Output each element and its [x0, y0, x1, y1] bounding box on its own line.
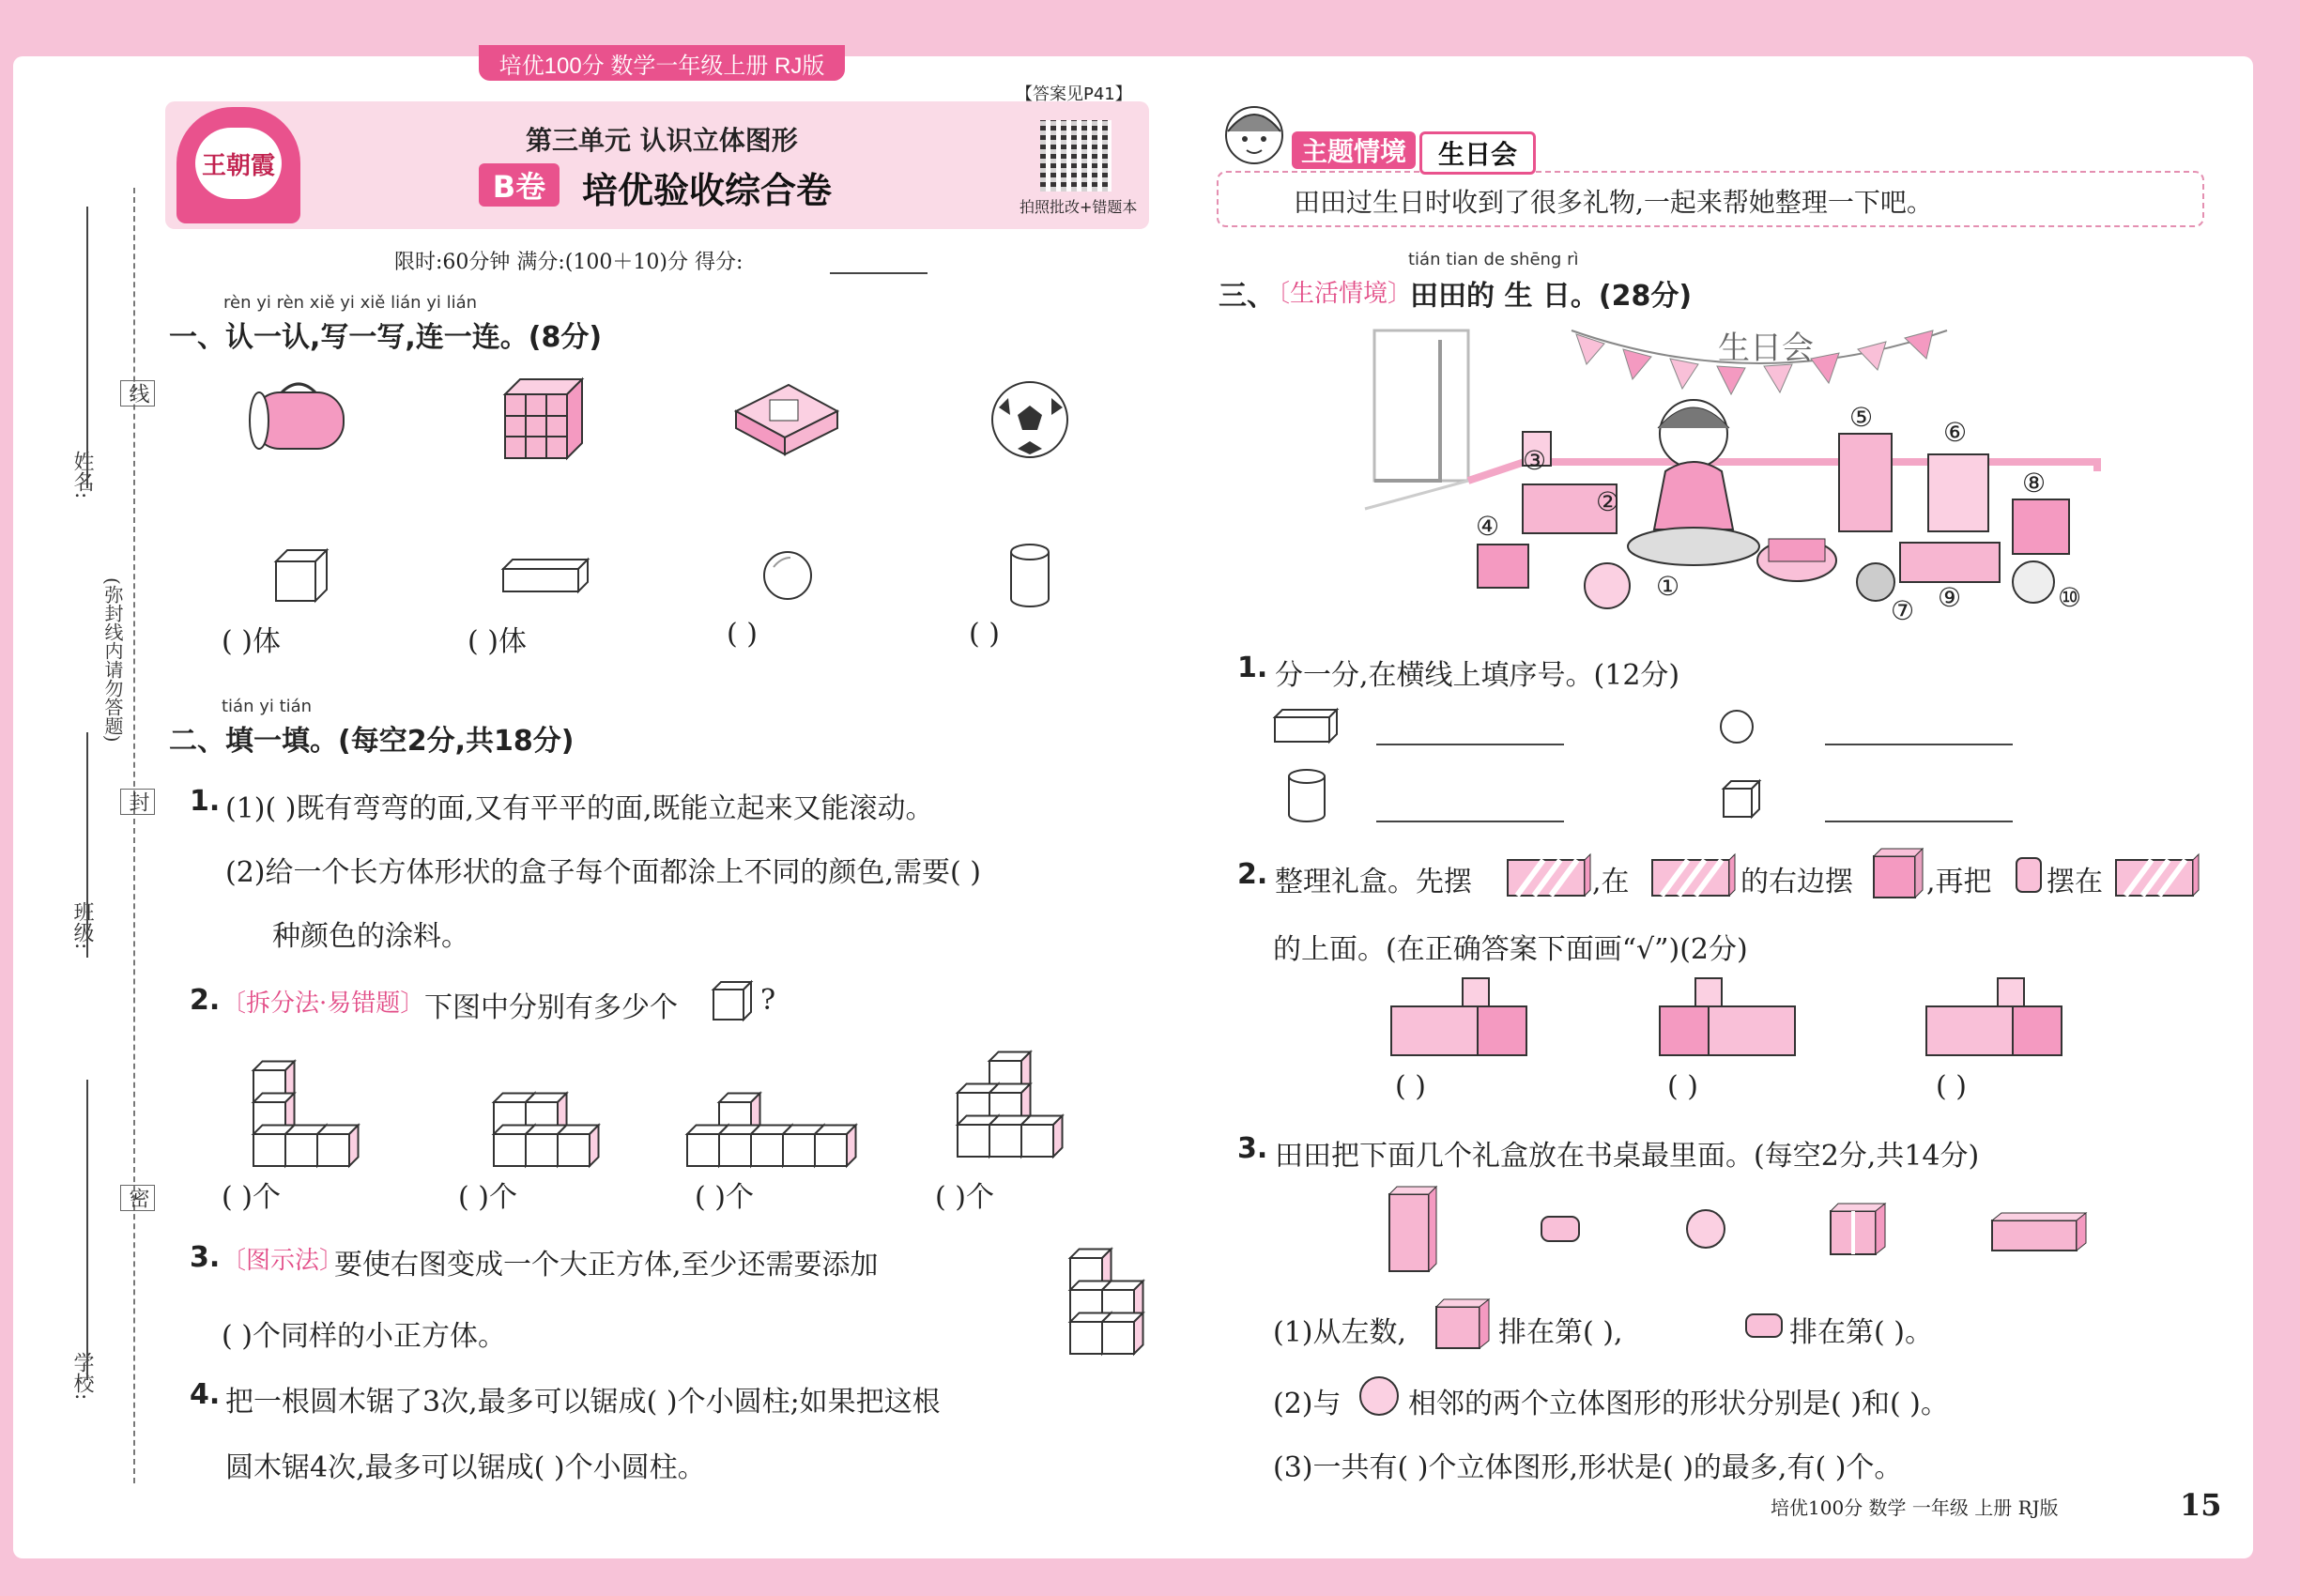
paper-title: 培优验收综合卷 [582, 170, 833, 211]
r-q2-text-b: ,在 [1592, 866, 1630, 898]
s2-title: 二、填一填。(每空2分,共18分) [169, 725, 575, 758]
banner-text: 生日会 [1718, 330, 1814, 367]
ball-inline-icon [1357, 1374, 1401, 1418]
publisher-logo: 王朝霞 [176, 107, 300, 223]
q2-blank-4[interactable]: ( )个 [935, 1181, 994, 1214]
q4-line1: 把一根圆木锯了3次,最多可以锯成( )个小圆柱;如果把这根 [225, 1386, 941, 1419]
page-number: 15 [2180, 1487, 2222, 1523]
r-q3-number: 3. [1237, 1132, 1268, 1165]
footer-text: 培优100分 数学 一年级 上册 RJ版 [1771, 1496, 2059, 1519]
circled-8: ⑧ [2022, 468, 2047, 499]
seal2-mark: 密 [120, 1185, 155, 1211]
class-label: 班级: [70, 901, 94, 950]
s1-pinyin: rèn yi rèn xiě yi xiě lián yi lián [223, 293, 478, 313]
s1-blank-1[interactable]: ( )体 [222, 625, 281, 658]
q3-tag: 〔图示法〕 [222, 1247, 345, 1275]
q4-line2: 圆木锯4次,最多可以锯成( )个小圆柱。 [225, 1451, 706, 1484]
circled-2: ② [1596, 486, 1620, 517]
q1-number: 1. [190, 785, 221, 818]
r-q2-line2: 的上面。(在正确答案下面画“√”)(2分) [1273, 933, 1748, 966]
flat-box-gift-icon [1990, 1211, 2088, 1252]
s2-pinyin: tián yi tián [222, 697, 313, 716]
dotted-cube [1660, 1006, 1709, 1055]
tall-box-icon [1386, 1185, 1442, 1275]
seal-note: (弥封线内请勿答题) [101, 577, 124, 743]
q3-number: 3. [190, 1241, 221, 1274]
q2-blank-3[interactable]: ( )个 [695, 1181, 754, 1214]
striped-box [1926, 1006, 2013, 1055]
circled-5: ⑤ [1849, 402, 1874, 433]
s1-blank-3[interactable]: ( ) [727, 618, 758, 651]
q1-line2: (2)给一个长方体形状的盒子每个面都涂上不同的颜色,需要( ) [225, 856, 981, 889]
s3-title: 田田的 生 日。(28分) [1410, 280, 1693, 313]
circled-9: ⑨ [1938, 582, 1962, 613]
series-banner: 培优100分 数学一年级上册 RJ版 [479, 45, 845, 81]
q3-text: 要使右图变成一个大正方体,至少还需要添加 [334, 1249, 879, 1281]
name-label: 姓名: [70, 451, 94, 499]
q4-number: 4. [190, 1378, 221, 1411]
q2-blank-2[interactable]: ( )个 [458, 1181, 517, 1214]
theme-value: 生日会 [1419, 131, 1536, 175]
striped-box [1391, 1006, 1478, 1055]
r-q3-p1-a: (1)从左数, [1273, 1316, 1407, 1349]
q2-tag: 〔拆分法·易错题〕 [222, 990, 425, 1018]
s3-tag: 〔生活情境〕 [1265, 280, 1413, 308]
r-q3-p2-b[interactable]: 相邻的两个立体图形的形状分别是( )和( )。 [1408, 1388, 1949, 1420]
r-q3-p1-c[interactable]: 排在第( )。 [1789, 1316, 1933, 1349]
r-q2-text-c: 的右边摆 [1740, 866, 1853, 898]
q3-line2[interactable]: ( )个同样的小正方体。 [222, 1320, 506, 1353]
ball-gift-icon [1684, 1207, 1727, 1251]
seal-mark: 封 [120, 789, 155, 815]
theme-text: 田田过生日时收到了很多礼物,一起来帮她整理一下吧。 [1294, 187, 1933, 218]
r-q2-text-e: 摆在 [2047, 866, 2103, 898]
r-q3-p1-b[interactable]: 排在第( ), [1498, 1316, 1623, 1349]
answer-ref: 【答案见P41】 [1016, 84, 1132, 104]
circled-4: ④ [1476, 511, 1500, 542]
dotted-cube [2013, 1006, 2062, 1055]
small-cylinder [1998, 978, 2024, 1006]
circled-1: ① [1656, 571, 1680, 602]
circled-6: ⑥ [1943, 417, 1968, 448]
circled-3: ③ [1523, 445, 1547, 476]
r-q2-number: 2. [1237, 858, 1268, 891]
qr-caption: 拍照批改+错题本 [1020, 198, 1138, 216]
s1-blank-4[interactable]: ( ) [969, 618, 1000, 651]
paper-badge: B卷 [479, 163, 560, 207]
circled-10: ⑩ [2058, 582, 2082, 613]
r-q1-text: 分一分,在横线上填序号。(12分) [1275, 659, 1680, 692]
r-q3-p3[interactable]: (3)一共有( )个立体图形,形状是( )的最多,有( )个。 [1273, 1451, 1903, 1484]
r-q3-text: 田田把下面几个礼盒放在书桌最里面。(每空2分,共14分) [1275, 1140, 1980, 1173]
r-q3-p2-a: (2)与 [1273, 1388, 1342, 1420]
small-cylinder-inline-icon [1744, 1311, 1786, 1341]
s1-blank-2[interactable]: ( )体 [468, 625, 527, 658]
dotted-cube [1478, 1006, 1526, 1055]
s3-prefix: 三、 [1219, 280, 1275, 313]
q1-line3: 种颜色的涂料。 [272, 920, 469, 953]
theme-label: 主题情境 [1292, 131, 1416, 169]
small-cylinder [1695, 978, 1722, 1006]
r-q2-blank-2[interactable]: ( ) [1667, 1070, 1698, 1103]
exam-meta: 限时:60分钟 满分:(100＋10)分 得分: [394, 251, 744, 274]
small-cylinder-gift-icon [1540, 1213, 1583, 1245]
q2-number: 2. [190, 984, 221, 1017]
cube-gift-icon [1829, 1202, 1889, 1256]
r-q2-text-d: ,再把 [1926, 866, 1992, 898]
line-mark: 线 [120, 380, 155, 407]
q2-blank-1[interactable]: ( )个 [222, 1181, 281, 1214]
unit-title: 第三单元 认识立体图形 [526, 125, 798, 156]
circled-7: ⑦ [1891, 595, 1915, 626]
cube-gift-icon-inline [1434, 1297, 1493, 1350]
q2-text: 下图中分别有多少个 [424, 991, 678, 1024]
r-q2-text-a: 整理礼盒。先摆 [1275, 866, 1472, 898]
r-q2-blank-1[interactable]: ( ) [1395, 1070, 1426, 1103]
school-label: 学校: [70, 1352, 94, 1401]
r-q1-number: 1. [1237, 652, 1268, 684]
s1-title: 一、认一认,写一写,连一连。(8分) [169, 321, 603, 354]
q1-line1: (1)( )既有弯弯的面,又有平平的面,既能立起来又能滚动。 [225, 792, 934, 825]
q2-question-mark: ? [760, 984, 776, 1017]
striped-box [1709, 1006, 1795, 1055]
s3-pinyin: tián tian de shēng rì [1408, 250, 1579, 269]
r-q2-blank-3[interactable]: ( ) [1936, 1070, 1967, 1103]
small-cylinder [1463, 978, 1489, 1006]
